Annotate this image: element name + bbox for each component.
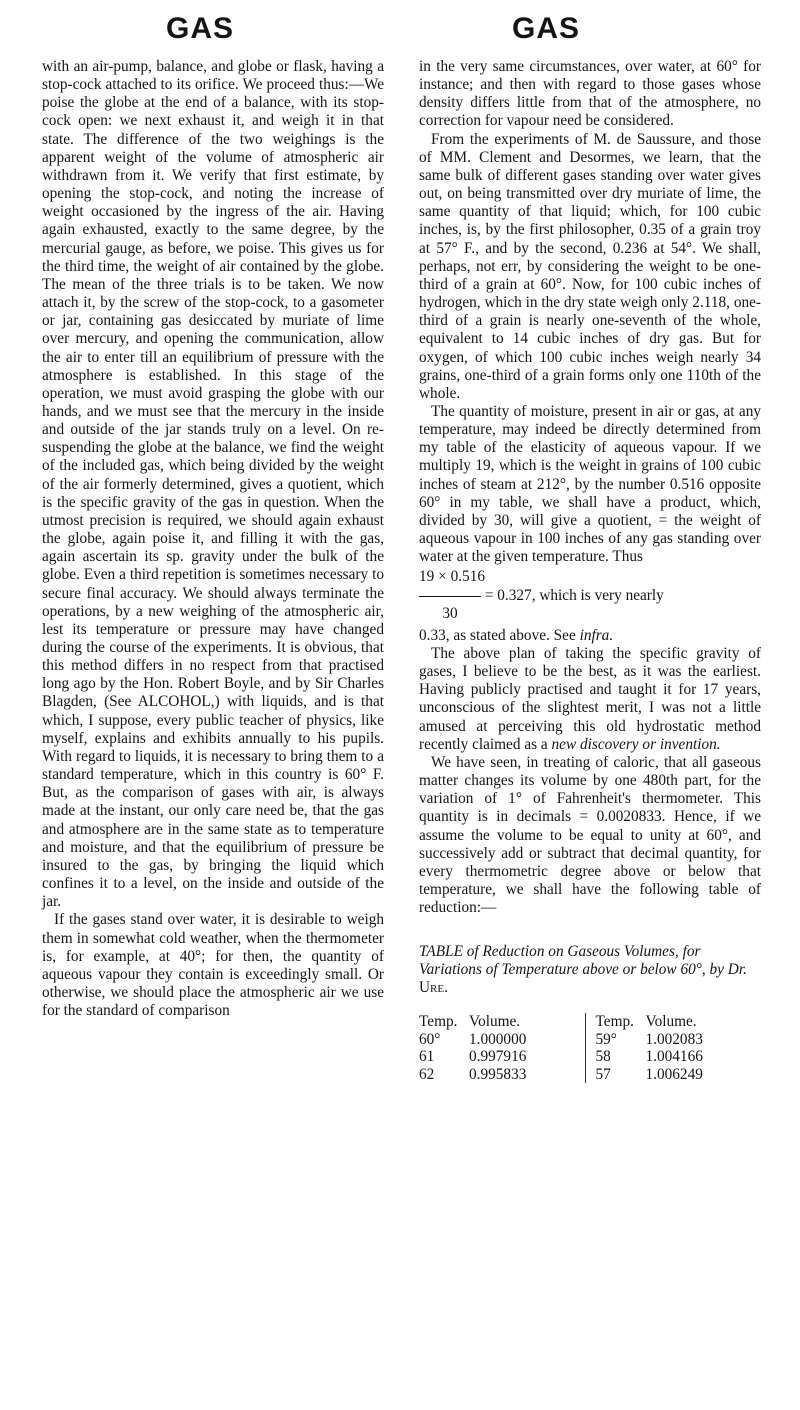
- new-discovery-text: new discovery or invention.: [551, 735, 721, 753]
- paragraph-cold-weather: If the gases stand over water, it is desirable to weigh them in somewhat cold weather, when the thermometer is, for example, at 40°; for then, the quantity of aqueous vapour they contain is exceedingly small. Or otherwise, we should place the atmospheric air we use for the standard of comparison: [42, 911, 384, 1020]
- cell-volume: 1.002083: [645, 1030, 703, 1048]
- fraction-denominator: 30: [442, 604, 458, 622]
- cell-temp: 60°: [419, 1030, 441, 1048]
- cell-temp: 57: [595, 1065, 611, 1083]
- paragraph-nearly: [419, 627, 761, 645]
- table-right-half: [585, 1013, 762, 1083]
- table-row: [596, 1031, 762, 1049]
- fraction-formula: [419, 568, 761, 622]
- cell-temp: 58: [595, 1048, 611, 1066]
- left-column: [42, 58, 384, 1020]
- table-row: [596, 1066, 762, 1084]
- table-header-row: [419, 1013, 585, 1031]
- table-row: [596, 1048, 762, 1066]
- header-temp: Temp.: [419, 1013, 458, 1031]
- table-title: [419, 943, 761, 997]
- paragraph-moisture: The quantity of moisture, present in air or gas, at any temperature, may indeed be directly determined from my table of the elasticity of aqueous vapour. If we multiply 19, which is the weight in grains of 100 cubic inches of steam at 212°, by the number 0.516 opposite 60° in my table, we shall have a product, which, divided by 30, will give a quotient, = the weight of aqueous vapour in 100 inches of any gas standing over water at the given temperature. Thus: [419, 402, 761, 566]
- reduction-table: [419, 1013, 761, 1083]
- table-left-half: [419, 1013, 585, 1083]
- cell-temp: 62: [419, 1065, 435, 1083]
- table-row: [419, 1048, 585, 1066]
- cell-volume: 1.006249: [645, 1065, 703, 1083]
- cell-temp: 61: [419, 1048, 435, 1066]
- header-right: GAS: [512, 12, 581, 45]
- table-row: [419, 1031, 585, 1049]
- cell-volume: 0.997916: [469, 1048, 527, 1066]
- paragraph-method: with an air-pump, balance, and globe or flask, having a stop-cock attached to its orifice. We proceed thus:—We poise the globe at the end of a balance, with its stop-cock open: we next exhaust it, and weigh it in that state. The difference of the two weighings is the apparent weight of the volume of atmospheric air withdrawn from it. We verify that first estimate, by opening the stop-cock, and noting the increase of weight occasioned by the ingress of the air. Having again exhausted, exactly to the same degree, by the mercurial gauge, as before, we poise. This gives us for the third time, the weight of air contained by the globe. The mean of the three trials is to be taken. We now attach it, by the screw of the stop-cock, to a gasometer or jar, containing gas desiccated by muriate of lime over mercury, and opening the communication, allow the air to enter till an equilibrium of pressure with the atmosphere is established. In this stage of the operation, we must avoid grasping the globe with our hands, and we must see that the mercury in the inside and outside of the jar stands truly on a level. On re-suspending the globe at the balance, we find the weight of the included gas, which being divided by the weight of the air formerly determined, gives a quotient, which is the specific gravity of the gas in question. When the utmost precision is required, we should again exhaust the globe, again poise it, and filling it with the gas, again ascertain its sp. gravity under the bulk of the globe. Even a third repetition is sometimes necessary to secure final accuracy. We should always terminate the operations, by a new weighing of the atmospheric air, lest its temperature or pressure may have changed during the course of the experiments. It is obvious, that this method differs in no respect from that practised long ago by the Hon. Robert Boyle, and by Sir Charles Blagden, (See ALCOHOL,) with liquids, and is that which, I suppose, every public teacher of physics, like myself, explains and exhibits annually to his pupils. With regard to liquids, it is necessary to bring them to a standard temperature, which in this country is 60° F. But, as the comparison of gases with air, is always made at the instant, our only care need be, that the gas and atmosphere are in the same state as to temperature and moisture, and that the equilibrium of pressure be insured to the gas, by bringing the liquid which confines it to a level, on the inside and outside of the jar.: [42, 58, 384, 911]
- cell-volume: 1.004166: [645, 1048, 703, 1066]
- paragraph-above-plan: [419, 645, 761, 754]
- above-plan-text: The above plan of taking the specific gravity of gases, I believe to be the best, as it was the earliest. Having publicly practised and taught it for 17 years, unconscious of the slightest merit, I was not a little amused at perceiving this old hydrostatic method recently claimed as a: [419, 645, 761, 753]
- nearly-text: 0.33, as stated above. See: [419, 626, 580, 644]
- running-header: [0, 12, 800, 52]
- table-row: [419, 1066, 585, 1084]
- header-volume: Volume.: [645, 1013, 697, 1031]
- header-temp: Temp.: [595, 1013, 634, 1031]
- paragraph-continuation: in the very same circumstances, over water, at 60° for instance; and then with regard to those gases whose density differs little from that of the atmosphere, no correction for vapour need be considered.: [419, 58, 761, 130]
- fraction-numerator: 19 × 0.516: [419, 568, 485, 586]
- header-volume: Volume.: [469, 1013, 521, 1031]
- cell-temp: 59°: [595, 1030, 617, 1048]
- table-author: Ure.: [419, 979, 448, 997]
- infra-ref: infra.: [579, 626, 614, 644]
- paragraph-caloric: We have seen, in treating of caloric, that all gaseous matter changes its volume by one 480th part, for the variation of 1° of Fahrenheit's thermometer. This quantity is in decimals = 0.0020833. Hence, if we assume the volume to be equal to unity at 60°, and successively add or subtract that decimal quantity, for every thermometric degree above or below that temperature, we shall have the following table of reduction:—: [419, 753, 761, 917]
- fraction-bar: [419, 596, 481, 597]
- header-left: GAS: [166, 12, 235, 45]
- fraction-result: = 0.327, which is very nearly: [484, 586, 664, 604]
- table-title-text: TABLE of Reduction on Gaseous Volumes, for Variations of Temperature above or below 60°, by Dr.: [419, 943, 747, 979]
- paragraph-saussure: From the experiments of M. de Saussure, and those of MM. Clement and Desormes, we learn, that the same bulk of different gases standing over water gives out, on being transmitted over dry muriate of lime, the same quantity of that liquid; which, for 100 cubic inches, is, by the first philosopher, 0.35 of a grain troy at 57° F., and by the second, 0.236 at 54°. We shall, perhaps, not err, by considering the weight to be one-third of a grain at 60°. Now, for 100 cubic inches of hydrogen, which in the dry state weigh only 2.118, one-third of a grain is nearly one-seventh of the whole, equivalent to 14 cubic inches of dry gas. But for oxygen, of which 100 cubic inches weigh nearly 34 grains, one-third of a grain forms only one 110th of the whole.: [419, 130, 761, 402]
- table-header-row: [596, 1013, 762, 1031]
- cell-volume: 1.000000: [469, 1030, 527, 1048]
- cell-volume: 0.995833: [469, 1065, 527, 1083]
- right-column: [419, 58, 761, 1083]
